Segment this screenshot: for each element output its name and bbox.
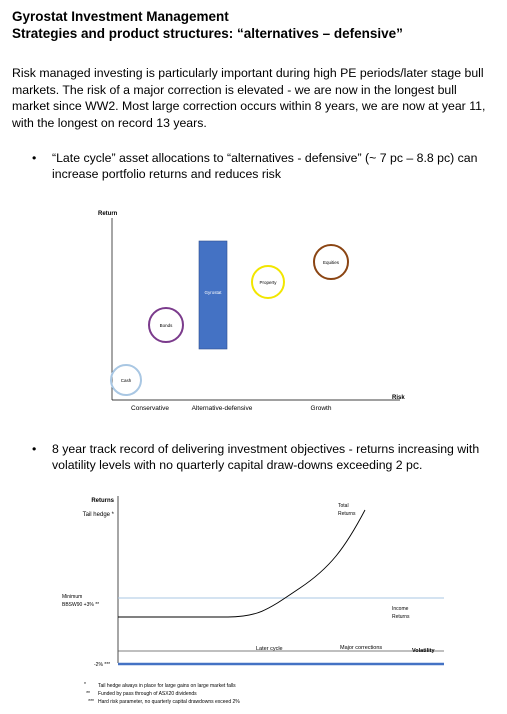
bullet-text-2: 8 year track record of delivering investment objectives - returns increasing with volatility levels with no quarterly capital draw-downs exceeding 2 pc. <box>52 442 480 472</box>
subtitle: Strategies and product structures: “alternatives – defensive” <box>12 26 403 41</box>
total-returns-label-2: Returns <box>338 511 356 517</box>
volatility-axis-label: Volatility <box>412 648 435 654</box>
major-corrections-label: Major corrections <box>340 645 383 651</box>
asset-gyrostat-label: Gyrostat <box>204 290 222 295</box>
footnote-mark-1: * <box>84 682 86 688</box>
returns-volatility-chart <box>0 490 507 714</box>
category-conservative: Conservative <box>131 405 169 412</box>
returns-chart-y-label: Returns <box>91 498 114 504</box>
later-cycle-label: Later cycle <box>256 646 283 652</box>
bullet-text-1: “Late cycle” asset allocations to “alternatives - defensive” (~ 7 pc – 8.8 pc) can increase portfolio returns and reduces risk <box>52 151 478 181</box>
income-returns-label-1: Income <box>392 606 409 612</box>
risk-chart-y-label: Return <box>98 211 118 217</box>
risk-return-chart <box>0 200 507 425</box>
drawdown-label: -2% *** <box>94 662 111 668</box>
footnote-text-2: Funded by pass through of ASX20 dividends <box>98 691 197 697</box>
asset-gyrostat-bar <box>199 241 227 349</box>
footnote-mark-2: ** <box>86 691 90 697</box>
title: Gyrostat Investment Management <box>12 9 229 24</box>
footnote-text-1: Tail hedge always in place for large gains on large market falls <box>98 683 236 689</box>
tail-hedge-label: Tail hedge * <box>82 512 114 518</box>
risk-chart-x-label: Risk <box>392 395 405 401</box>
footnote-mark-3: *** <box>88 699 94 705</box>
category-alternative-defensive: Alternative-defensive <box>191 405 253 412</box>
bullet-marker-2: • <box>32 442 37 456</box>
minimum-label-2: BBSW90 +3% ** <box>62 602 100 608</box>
asset-equities-label: Equities <box>322 260 340 265</box>
footnote-text-3: Hard risk parameter, no quarterly capital drawdowns exceed 2% <box>98 699 240 705</box>
total-returns-label-1: Total <box>338 503 349 509</box>
asset-property-label: Property <box>259 280 277 285</box>
intro-paragraph: Risk managed investing is particularly important during high PE periods/later stage bull markets. The risk of a major correction is elevated - we are now in the longest bull market since WW2. Most large correction occurs within 8 years, we are now at year 11, with the longest on record 13 years. <box>12 66 486 130</box>
asset-cash-label: Cash <box>120 378 132 383</box>
income-returns-label-2: Returns <box>392 614 410 620</box>
asset-bonds-label: Bonds <box>159 323 173 328</box>
total-returns-curve <box>118 510 365 617</box>
page-title <box>12 8 403 42</box>
minimum-label-1: Minimum <box>62 594 83 600</box>
category-growth: Growth <box>310 405 332 412</box>
bullet-marker-1: • <box>32 151 37 165</box>
